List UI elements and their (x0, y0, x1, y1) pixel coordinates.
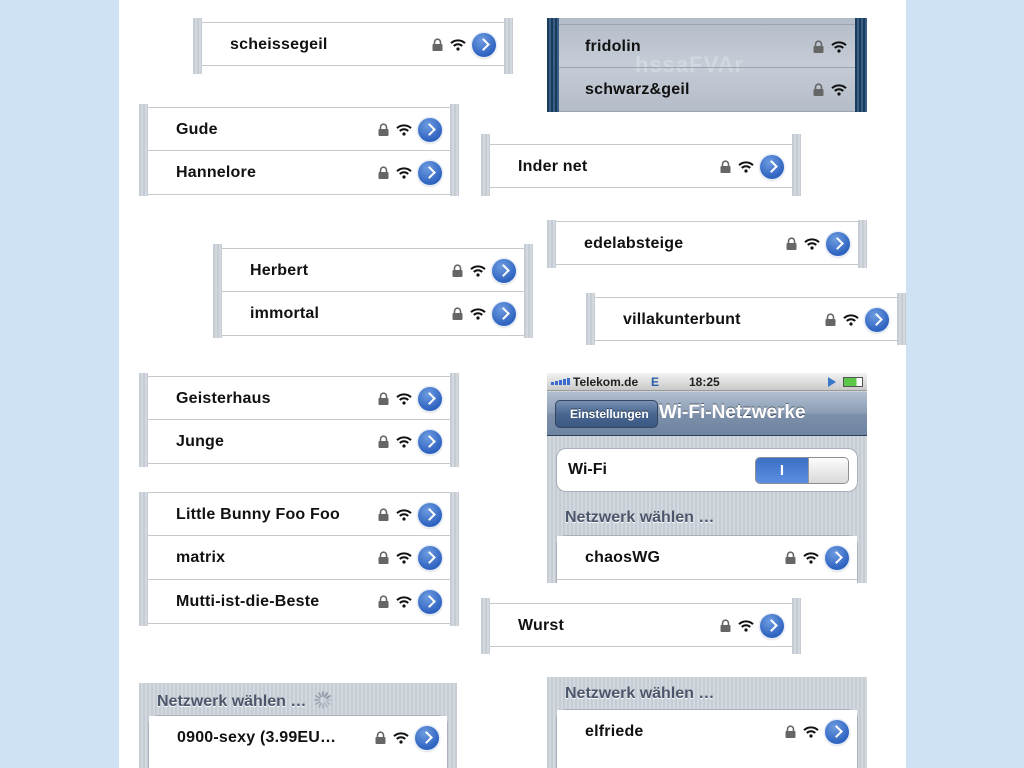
detail-disclosure-icon[interactable] (826, 232, 850, 256)
network-row[interactable] (148, 376, 450, 420)
detail-disclosure-icon[interactable] (418, 118, 442, 142)
lock-icon (451, 307, 464, 320)
wifi-signal-icon (396, 596, 412, 608)
back-button[interactable]: Einstellungen (555, 400, 658, 428)
network-section-fragment (139, 683, 457, 768)
lock-icon (374, 731, 387, 744)
lock-icon (785, 237, 798, 250)
network-row[interactable] (559, 24, 855, 68)
lock-icon (451, 264, 464, 277)
network-name: villakunterbunt (623, 311, 741, 328)
wifi-setting-card (556, 448, 858, 492)
network-fragment (481, 134, 801, 196)
wifi-signal-icon (804, 238, 820, 250)
detail-disclosure-icon[interactable] (825, 720, 849, 744)
network-row[interactable] (148, 151, 450, 195)
network-row[interactable] (557, 536, 857, 580)
wifi-signal-icon (470, 308, 486, 320)
wifi-signal-icon (396, 167, 412, 179)
section-header: Netzwerk wählen … (565, 509, 715, 526)
network-name: Junge (176, 433, 225, 450)
wifi-signal-icon (396, 124, 412, 136)
wifi-signal-icon (470, 265, 486, 277)
activity-spinner-icon (314, 691, 332, 709)
lock-icon (377, 392, 390, 405)
network-row[interactable] (490, 603, 792, 647)
iphone-wifi-screen (547, 373, 867, 583)
wifi-signal-icon (843, 314, 859, 326)
network-fragment (586, 293, 906, 345)
network-row[interactable] (595, 297, 897, 341)
detail-disclosure-icon[interactable] (825, 546, 849, 570)
wifi-signal-icon (396, 509, 412, 521)
network-fragment (481, 598, 801, 654)
network-name: 0900-sexy (3.99EU… (177, 729, 337, 746)
battery-icon (843, 377, 863, 387)
detail-disclosure-icon[interactable] (418, 430, 442, 454)
status-bar (547, 373, 867, 391)
lock-icon (719, 619, 732, 632)
network-row[interactable] (222, 248, 524, 292)
lock-icon (784, 551, 797, 564)
detail-disclosure-icon[interactable] (760, 155, 784, 179)
network-name: Gude (176, 121, 218, 138)
detail-disclosure-icon[interactable] (418, 387, 442, 411)
network-list-card (556, 709, 858, 768)
network-name: scheissegeil (230, 36, 328, 53)
network-name: fridolin (585, 38, 641, 55)
status-time: 18:25 (689, 375, 720, 389)
network-name: Geisterhaus (176, 390, 271, 407)
network-row[interactable] (149, 716, 447, 760)
detail-disclosure-icon[interactable] (418, 546, 442, 570)
collage-page (119, 0, 906, 768)
network-name: chaosWG (585, 549, 661, 566)
wifi-signal-icon (396, 436, 412, 448)
lock-icon (431, 38, 444, 51)
watermark-text: hssaFVAr (635, 52, 745, 77)
wifi-signal-icon (831, 84, 847, 96)
network-row[interactable] (148, 580, 450, 624)
lock-icon (377, 123, 390, 136)
lock-icon (719, 160, 732, 173)
section-header-text: Netzwerk wählen … (157, 693, 307, 710)
network-fragment (139, 373, 459, 467)
network-fragment (139, 104, 459, 196)
lock-icon (377, 551, 390, 564)
network-row[interactable] (222, 292, 524, 336)
wifi-signal-icon (831, 41, 847, 53)
detail-disclosure-icon[interactable] (418, 503, 442, 527)
wifi-signal-icon (803, 726, 819, 738)
network-row[interactable] (148, 536, 450, 580)
detail-disclosure-icon[interactable] (418, 590, 442, 614)
wifi-signal-icon (396, 393, 412, 405)
network-name: matrix (176, 549, 226, 566)
lock-icon (784, 725, 797, 738)
network-fragment (547, 18, 867, 112)
network-row[interactable] (559, 68, 855, 112)
page-title: Wi-Fi-Netzwerke (659, 402, 806, 423)
wifi-signal-icon (396, 552, 412, 564)
network-name: Mutti-ist-die-Beste (176, 593, 320, 610)
toggle-on-label: I (756, 458, 808, 483)
detail-disclosure-icon[interactable] (415, 726, 439, 750)
wifi-signal-icon (738, 620, 754, 632)
navigation-bar (547, 392, 867, 436)
section-header: Netzwerk wählen … (565, 685, 715, 702)
lock-icon (377, 508, 390, 521)
play-icon (828, 377, 836, 387)
lock-icon (377, 166, 390, 179)
wifi-signal-icon (450, 39, 466, 51)
network-list-card (556, 535, 858, 583)
lock-icon (377, 435, 390, 448)
detail-disclosure-icon[interactable] (418, 161, 442, 185)
wifi-signal-icon (803, 552, 819, 564)
wifi-signal-icon (738, 161, 754, 173)
detail-disclosure-icon[interactable] (492, 302, 516, 326)
network-row[interactable] (490, 144, 792, 188)
network-name: Herbert (250, 262, 309, 279)
detail-disclosure-icon[interactable] (865, 308, 889, 332)
network-row[interactable] (148, 420, 450, 464)
network-row[interactable] (556, 221, 858, 265)
toggle-knob[interactable] (808, 457, 849, 484)
network-list-card (148, 715, 448, 768)
detail-disclosure-icon[interactable] (472, 33, 496, 57)
network-name: schwarz&geil (585, 81, 690, 98)
detail-disclosure-icon[interactable] (492, 259, 516, 283)
lock-icon (812, 83, 825, 96)
network-name: immortal (250, 305, 320, 322)
wifi-label: Wi-Fi (568, 461, 607, 478)
network-fragment (547, 220, 867, 268)
network-name: Wurst (518, 617, 565, 634)
lock-icon (812, 40, 825, 53)
network-row[interactable] (148, 492, 450, 536)
wifi-toggle[interactable] (755, 457, 849, 484)
lock-icon (377, 595, 390, 608)
network-fragment (139, 492, 459, 626)
network-name: Hannelore (176, 164, 257, 181)
network-name: edelabsteige (584, 235, 684, 252)
network-type-indicator: E (651, 375, 660, 389)
network-fragment (213, 244, 533, 338)
section-header (157, 691, 332, 711)
network-fragment (193, 18, 513, 74)
cell-signal-icon (551, 378, 570, 385)
network-section-fragment (547, 677, 867, 768)
network-row[interactable] (148, 107, 450, 151)
network-row[interactable] (202, 22, 504, 66)
network-name: Inder net (518, 158, 588, 175)
detail-disclosure-icon[interactable] (760, 614, 784, 638)
carrier-name: Telekom.de (573, 375, 639, 389)
lock-icon (824, 313, 837, 326)
network-name: elfriede (585, 723, 644, 740)
network-row[interactable] (557, 710, 857, 754)
network-name: Little Bunny Foo Foo (176, 506, 340, 523)
wifi-signal-icon (393, 732, 409, 744)
